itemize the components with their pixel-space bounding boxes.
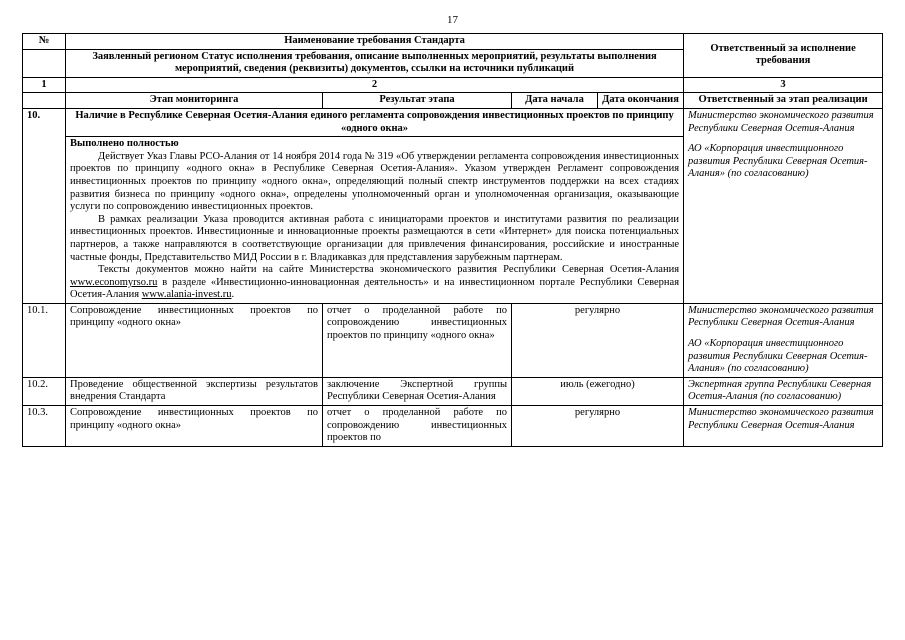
table-row xyxy=(23,303,883,377)
row-date: июль (ежегодно) xyxy=(512,377,684,405)
item-10-title-row xyxy=(23,108,883,136)
row-number: 10.2. xyxy=(23,377,66,405)
index-3: 3 xyxy=(684,77,883,93)
paragraph-3-text-c: . xyxy=(231,289,235,301)
row-stage: Сопровождение инвестиционных проектов по принципу «одного окна» xyxy=(66,303,323,377)
item-10-responsible-1: Министерство экономического развития Республики Северная Осетия-Алания xyxy=(688,109,874,134)
subheader-result: Результат этапа xyxy=(323,93,512,109)
row-number: 10.3. xyxy=(23,406,66,447)
table-row xyxy=(23,377,883,405)
economyrso-link[interactable]: www.economyrso.ru xyxy=(70,276,158,288)
row-stage: Проведение общественной экспертизы результатов внедрения Стандарта xyxy=(66,377,323,405)
subheader-stage: Этап мониторинга xyxy=(66,93,323,109)
subheader-date-start: Дата начала xyxy=(512,93,598,109)
item-10-responsible xyxy=(684,108,883,303)
item-10-number: 10. xyxy=(23,108,66,303)
item-10-paragraph-1: Действует Указ Главы РСО-Алания от 14 ноября 2014 года № 319 «Об утверждении регламента сопровождения инвестиционных проектов по принципу «одного окна» в Республике Северная Осетия-Алания». Указом утвержден Регламент сопровождения инвестиционных проектов по принципу «одного окна», определяющий полный спектр инструментов поддержки на всех стадиях развития бизнеса по принципу «одного окна», определены уполномоченный орган и уполномоченная организация, оказывающие услуги по сопровождению инвестиционных проектов. xyxy=(70,150,680,213)
header-row xyxy=(23,34,883,50)
row-responsible: Экспертная группа Республики Северная Осетия-Алания (по согласованию) xyxy=(684,377,883,405)
item-10-paragraph-3 xyxy=(70,264,679,302)
standard-requirements-table xyxy=(22,33,883,447)
row-stage: Сопровождение инвестиционных проектов по принципу «одного окна» xyxy=(66,406,323,447)
row-number: 10.1. xyxy=(23,303,66,377)
alania-invest-link[interactable]: www.alania-invest.ru xyxy=(141,289,232,301)
index-row xyxy=(23,77,883,93)
row-result: заключение Экспертной группы Республики Северная Осетия-Алания xyxy=(323,377,512,405)
item-10-responsible-2: АО «Корпорация инвестиционного развития Республики Северная Осетия-Алания» (по согласованию) xyxy=(688,143,868,180)
header-empty-cell xyxy=(23,49,66,77)
row-result: отчет о проделанной работе по сопровождению инвестиционных проектов по принципу «одного окна» xyxy=(323,303,512,377)
row-responsible-1: Министерство экономического развития Республики Северная Осетия-Алания xyxy=(688,304,874,329)
subheader-date-end: Дата окончания xyxy=(598,93,684,109)
row-responsible-2: АО «Корпорация инвестиционного развития Республики Северная Осетия-Алания» (по согласованию) xyxy=(688,338,868,375)
row-responsible xyxy=(684,303,883,377)
index-1: 1 xyxy=(23,77,66,93)
row-result: отчет о проделанной работе по сопровождению инвестиционных проектов по xyxy=(323,406,512,447)
header-col-responsible: Ответственный за исполнение требования xyxy=(684,34,883,78)
subheader-row xyxy=(23,93,883,109)
paragraph-3-text-a: Тексты документов можно найти на сайте Министерства экономического развития Республики Северная Осетия-Алания xyxy=(98,264,680,276)
row-date: регулярно xyxy=(512,406,684,447)
header-col-status: Заявленный регионом Статус исполнения требования, описание выполненных мероприятий, результаты выполнения мероприятий, сведения (реквизиты) документов, ссылки на источники публикаций xyxy=(66,49,684,77)
item-10-status: Выполнено полностью xyxy=(70,138,179,150)
table-row xyxy=(23,406,883,447)
subheader-stage-responsible: Ответственный за этап реализации xyxy=(684,93,883,109)
header-col-requirement-name: Наименование требования Стандарта xyxy=(66,34,684,50)
item-10-paragraph-2: В рамках реализации Указа проводится активная работа с инициаторами проектов и институтами развития по реализации инвестиционных проектов. Инвестиционные и инновационные проекты размещаются в сети «Интернет» для поиска потенциальных партнеров, а также направляются в соответствующие организации для привлечения финансирования, российские и иностранные частные фонды, Представительство МИД России в г. Владикавказ для представления зарубежным партнерам. xyxy=(70,213,680,263)
item-10-title: Наличие в Республике Северная Осетия-Алания единого регламента сопровождения инвестиционных проектов по принципу «одного окна» xyxy=(66,108,684,136)
header-col-number: № xyxy=(23,34,66,50)
item-10-description xyxy=(66,137,684,304)
row-date: регулярно xyxy=(512,303,684,377)
index-2: 2 xyxy=(66,77,684,93)
page-number: 17 xyxy=(447,14,458,26)
row-responsible: Министерство экономического развития Республики Северная Осетия-Алания xyxy=(684,406,883,447)
subheader-empty-cell xyxy=(23,93,66,109)
paragraph-3-text-b: в разделе «Инвестиционно-инновационная деятельность» и на инвестиционном портале Республики Северная Осетия-Алания xyxy=(70,276,680,301)
